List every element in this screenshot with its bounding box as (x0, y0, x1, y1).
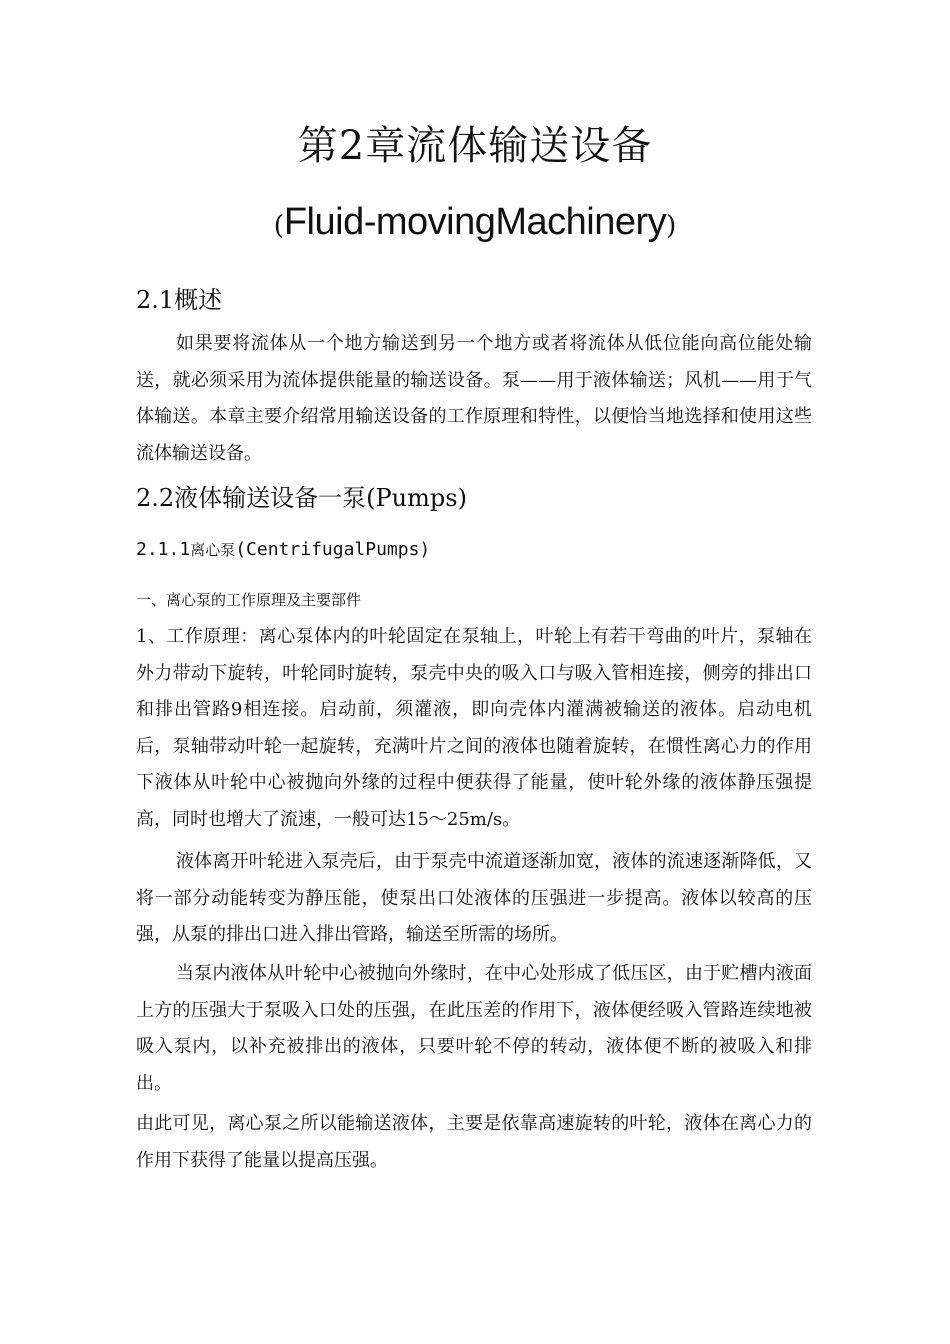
suction-paragraph: 当泵内液体从叶轮中心被抛向外缘时，在中心处形成了低压区，由于贮槽内液面上方的压强大于泵吸入口处的压强，在此压差的作用下，液体便经吸入管路连续地被吸入泵内，以补充被排出的液体，只要叶轮不停的转动，液体便不断的被吸入和排出。 (136, 963, 812, 1094)
english-title-close-paren: ) (666, 211, 677, 241)
pump-casing-paragraph: 液体离开叶轮进入泵壳后，由于泵壳中流道逐渐加宽，液体的流速逐渐降低，又将一部分动能转变为静压能，使泵出口处液体的压强进一步提高。液体以较高的压强，从泵的排出口进入排出管路，输送至所需的场所。 (136, 851, 812, 945)
subsection-number: 2.1.1 (136, 539, 191, 560)
chapter-title: 第2章流体输送设备 (297, 123, 653, 169)
subsection-title-en: (CentrifugalPumps) (235, 539, 431, 560)
principle-heading: 一、离心泵的工作原理及主要部件 (136, 591, 362, 609)
section-heading-overview: 2.1概述 (136, 286, 223, 314)
overview-paragraph: 如果要将流体从一个地方输送到另一个地方或者将流体从低位能向高位能处输送，就必须采用为流体提供能量的输送设备。泵——用于液体输送；风机——用于气体输送。本章主要介绍常用输送设备的工作原理和特性，以便恰当地选择和使用这些流体输送设备。 (136, 333, 812, 464)
english-title (0, 194, 950, 253)
working-principle-paragraph: 1、工作原理：离心泵体内的叶轮固定在泵轴上，叶轮上有若干弯曲的叶片，泵轴在外力带动下旋转，叶轮同时旋转，泵壳中央的吸入口与吸入管相连接，侧旁的排出口和排出管路9相连接。启动前，须灌液，即向壳体内灌满被输送的液体。启动电机后，泵轴带动叶轮一起旋转，充满叶片之间的液体也随着旋转，在惯性离心力的作用下液体从叶轮中心被抛向外缘的过程中便获得了能量，使叶轮外缘的液体静压强提高，同时也增大了流速，一般可达15〜25m/s。 (136, 626, 812, 830)
english-title-text: Fluid-movingMachinery (283, 201, 667, 243)
subsection-heading-centrifugal (136, 538, 430, 562)
conclusion-paragraph: 由此可见，离心泵之所以能输送液体，主要是依靠高速旋转的叶轮，液体在离心力的作用下获得了能量以提高压强。 (136, 1113, 812, 1171)
subsection-title-cn: 离心泵 (190, 541, 236, 559)
english-title-open-paren: ( (273, 211, 284, 241)
section-heading-pumps: 2.2液体输送设备一泵(Pumps) (136, 484, 467, 512)
